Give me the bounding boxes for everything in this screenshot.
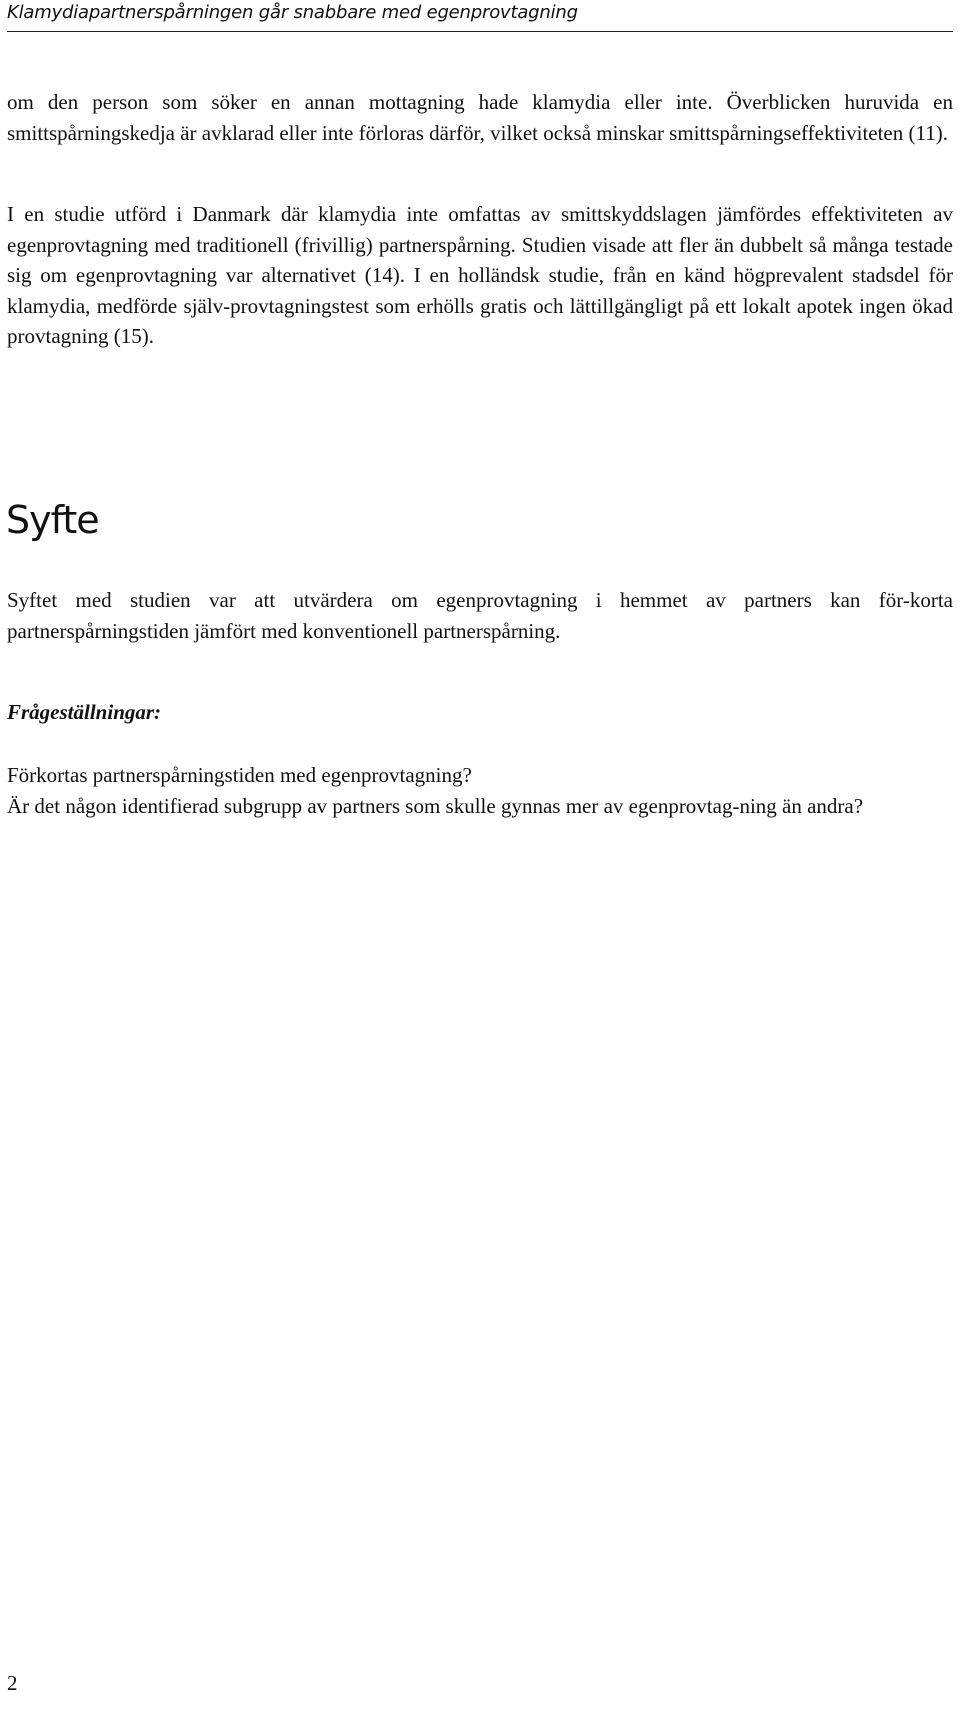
running-header-title: Klamydiapartnerspårningen går snabbare med egenprovtagning — [7, 2, 578, 23]
section-heading: Syfte — [6, 498, 99, 542]
body-paragraph-2: I en studie utförd i Danmark där klamydia inte omfattas av smittskyddslagen jämfördes effektiviteten av egenprovtagning med traditionell (frivillig) partnerspårning. Studien visade att fler än dubbelt så många testade sig om egenprovtagning var alternativet (14). I en holländsk studie, från en känd högprevalent stadsdel för klamydia, medförde själv-provtagningstest som erhölls gratis och lättillgängligt på ett lokalt apotek ingen ökad provtagning (15). — [7, 202, 953, 348]
body-paragraph-1: om den person som söker en annan mottagning hade klamydia eller inte. Överblicken huruvida en smittspårningskedja är avklarad eller inte förloras därför, vilket också minskar smittspårningseffektiviteten (11). — [7, 90, 953, 145]
running-header — [7, 0, 953, 32]
question-list — [7, 760, 953, 821]
page-number: 2 — [7, 1671, 18, 1695]
questions-heading: Frågeställningar: — [7, 700, 162, 724]
aim-paragraph: Syftet med studien var att utvärdera om egenprovtagning i hemmet av partners kan för-korta partnerspårningstiden jämfört med konventionell partnerspårning. — [7, 588, 953, 643]
question-item: Förkortas partnerspårningstiden med egenprovtagning? — [7, 763, 472, 787]
question-item: Är det någon identifierad subgrupp av partners som skulle gynnas mer av egenprovtag-ning än andra? — [7, 793, 864, 818]
